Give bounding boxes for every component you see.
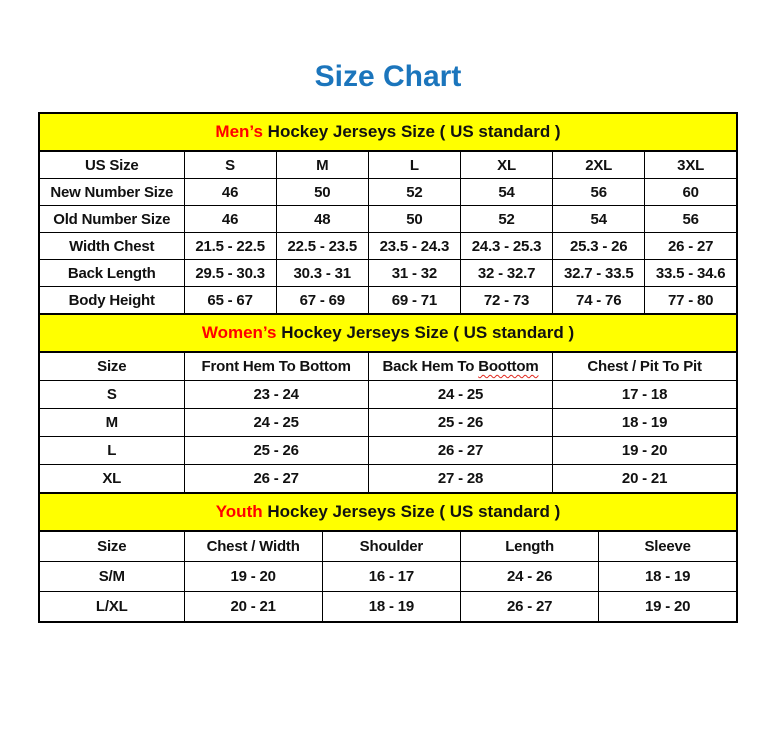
size-value: 24 - 26	[461, 562, 599, 592]
size-value: 33.5 - 34.6	[645, 260, 737, 287]
size-value: 26 - 27	[645, 233, 737, 260]
mens-row-width-chest	[39, 233, 737, 260]
size-value: 18 - 19	[322, 592, 460, 623]
size-value: 32 - 32.7	[460, 260, 552, 287]
size-value: 25 - 26	[184, 437, 368, 465]
mens-row-new-number-size	[39, 179, 737, 206]
size-value: 65 - 67	[184, 287, 276, 315]
size-value: 69 - 71	[368, 287, 460, 315]
mens-row-old-number-size	[39, 206, 737, 233]
row-label: S	[39, 381, 184, 409]
size-value: 26 - 27	[184, 465, 368, 494]
womens-banner-text: Hockey Jerseys Size ( US standard )	[276, 323, 575, 342]
size-value: 16 - 17	[322, 562, 460, 592]
womens-row-xl	[39, 465, 737, 494]
size-value: 17 - 18	[553, 381, 737, 409]
youth-size-table	[38, 492, 738, 623]
row-label: Width Chest	[39, 233, 184, 260]
mens-col-header: M	[276, 151, 368, 179]
size-value: 24 - 25	[368, 381, 552, 409]
womens-col-header: Back Hem To Boottom	[368, 352, 552, 381]
youth-row-s-m	[39, 562, 737, 592]
mens-row-back-length	[39, 260, 737, 287]
size-value: 77 - 80	[645, 287, 737, 315]
youth-header-row	[39, 531, 737, 562]
mens-col-header: US Size	[39, 151, 184, 179]
mens-col-header: XL	[460, 151, 552, 179]
size-value: 46	[184, 206, 276, 233]
womens-header-row	[39, 352, 737, 381]
size-value: 20 - 21	[553, 465, 737, 494]
womens-size-table	[38, 313, 738, 494]
size-value: 24 - 25	[184, 409, 368, 437]
womens-row-s	[39, 381, 737, 409]
womens-section-banner	[39, 314, 737, 352]
row-label: XL	[39, 465, 184, 494]
size-value: 30.3 - 31	[276, 260, 368, 287]
row-label: S/M	[39, 562, 184, 592]
size-value: 52	[368, 179, 460, 206]
youth-section-banner	[39, 493, 737, 531]
misspelled-word: Boottom	[478, 358, 539, 375]
youth-banner-text: Hockey Jerseys Size ( US standard )	[262, 502, 561, 521]
youth-col-header: Shoulder	[322, 531, 460, 562]
youth-row-l-xl	[39, 592, 737, 623]
size-value: 18 - 19	[553, 409, 737, 437]
mens-banner-text: Hockey Jerseys Size ( US standard )	[262, 122, 561, 141]
youth-col-header: Size	[39, 531, 184, 562]
row-label: M	[39, 409, 184, 437]
size-value: 60	[645, 179, 737, 206]
size-value: 23 - 24	[184, 381, 368, 409]
size-value: 25 - 26	[368, 409, 552, 437]
row-label: Back Length	[39, 260, 184, 287]
mens-col-header: 2XL	[553, 151, 645, 179]
row-label: Old Number Size	[39, 206, 184, 233]
size-value: 56	[553, 179, 645, 206]
size-value: 19 - 20	[184, 562, 322, 592]
row-label: Body Height	[39, 287, 184, 315]
size-value: 29.5 - 30.3	[184, 260, 276, 287]
size-value: 26 - 27	[461, 592, 599, 623]
youth-col-header: Sleeve	[599, 531, 737, 562]
mens-section-banner	[39, 113, 737, 151]
size-value: 50	[276, 179, 368, 206]
mens-header-row	[39, 151, 737, 179]
page-title: Size Chart	[314, 60, 462, 93]
size-value: 72 - 73	[460, 287, 552, 315]
size-value: 22.5 - 23.5	[276, 233, 368, 260]
size-value: 21.5 - 22.5	[184, 233, 276, 260]
size-value: 23.5 - 24.3	[368, 233, 460, 260]
size-value: 50	[368, 206, 460, 233]
size-value: 27 - 28	[368, 465, 552, 494]
mens-col-header: L	[368, 151, 460, 179]
size-value: 25.3 - 26	[553, 233, 645, 260]
row-label: New Number Size	[39, 179, 184, 206]
size-value: 52	[460, 206, 552, 233]
womens-banner-highlight: Women’s	[201, 323, 277, 342]
mens-col-header: S	[184, 151, 276, 179]
youth-banner-highlight: Youth	[215, 502, 263, 521]
size-value: 24.3 - 25.3	[460, 233, 552, 260]
size-chart-page	[0, 60, 776, 623]
size-value: 26 - 27	[368, 437, 552, 465]
size-value: 48	[276, 206, 368, 233]
size-value: 46	[184, 179, 276, 206]
size-value: 32.7 - 33.5	[553, 260, 645, 287]
size-value: 56	[645, 206, 737, 233]
mens-banner-highlight: Men’s	[215, 122, 263, 141]
mens-size-table	[38, 112, 738, 315]
size-value: 67 - 69	[276, 287, 368, 315]
size-value: 20 - 21	[184, 592, 322, 623]
mens-row-body-height	[39, 287, 737, 315]
size-value: 18 - 19	[599, 562, 737, 592]
womens-row-l	[39, 437, 737, 465]
size-value: 19 - 20	[599, 592, 737, 623]
youth-col-header: Chest / Width	[184, 531, 322, 562]
size-tables	[38, 112, 738, 623]
mens-col-header: 3XL	[645, 151, 737, 179]
row-label: L/XL	[39, 592, 184, 623]
womens-col-header: Size	[39, 352, 184, 381]
row-label: L	[39, 437, 184, 465]
womens-col-header: Chest / Pit To Pit	[553, 352, 737, 381]
size-value: 74 - 76	[553, 287, 645, 315]
womens-row-m	[39, 409, 737, 437]
size-value: 19 - 20	[553, 437, 737, 465]
size-value: 31 - 32	[368, 260, 460, 287]
youth-col-header: Length	[461, 531, 599, 562]
womens-col-header: Front Hem To Bottom	[184, 352, 368, 381]
size-value: 54	[553, 206, 645, 233]
size-value: 54	[460, 179, 552, 206]
